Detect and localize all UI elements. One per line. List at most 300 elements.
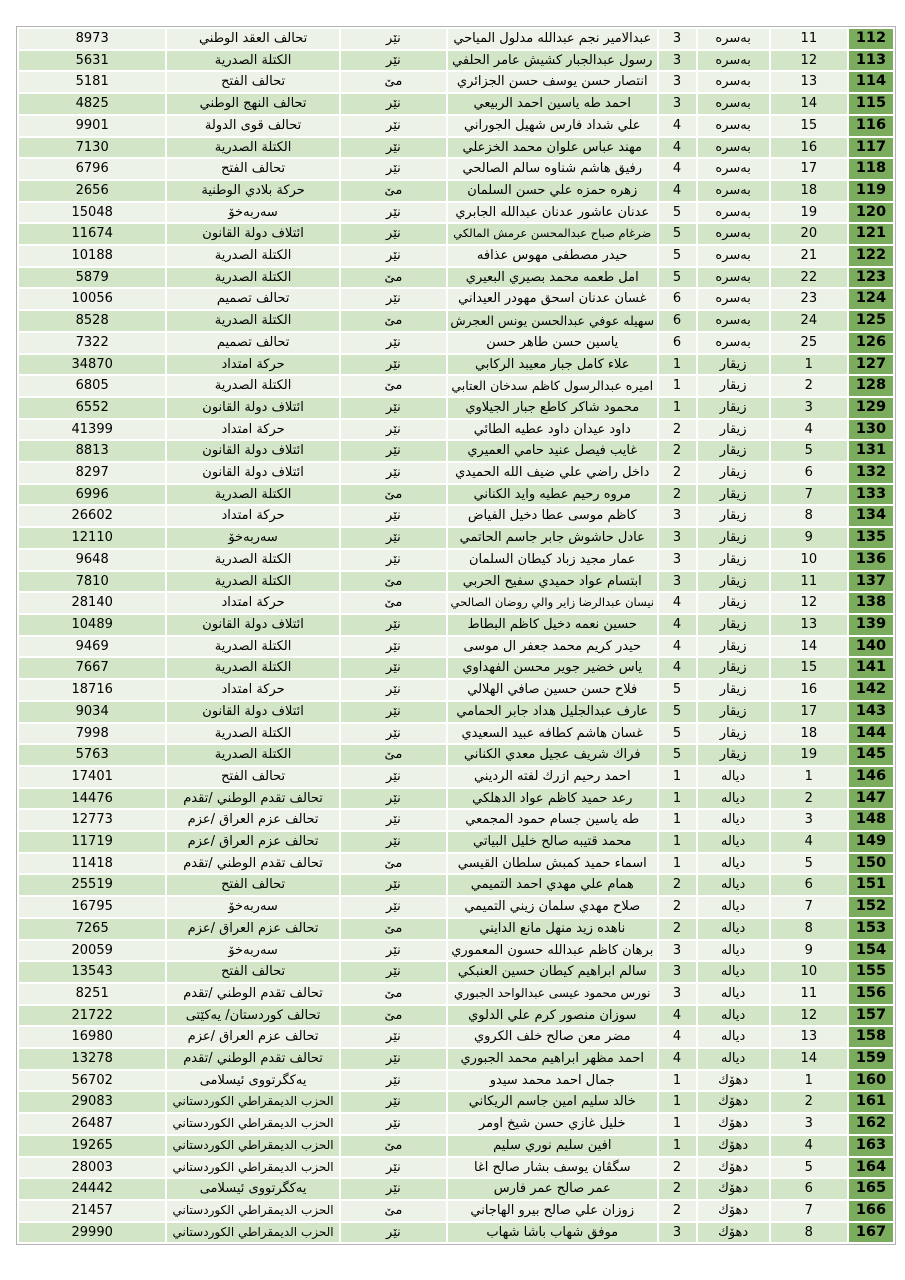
name-cell: فلاح حسن حسين صافي الهلالي (448, 680, 656, 700)
seq-cell: 15 (771, 658, 847, 678)
table-row (19, 1092, 893, 1112)
seq-cell: 14 (771, 1049, 847, 1069)
id-cell: 130 (849, 420, 893, 440)
governorate-cell: دياله (698, 984, 769, 1004)
district-cell: 5 (659, 268, 696, 288)
seq-cell: 3 (771, 398, 847, 418)
table-row (19, 1223, 893, 1243)
district-cell: 3 (659, 506, 696, 526)
party-cell: الكتلة الصدرية (167, 268, 338, 288)
id-cell: 143 (849, 702, 893, 722)
votes-cell: 20059 (19, 941, 165, 961)
votes-cell: 19265 (19, 1136, 165, 1156)
gender-cell: مێ (341, 485, 446, 505)
seq-cell: 12 (771, 51, 847, 71)
id-cell: 161 (849, 1092, 893, 1112)
id-cell: 142 (849, 680, 893, 700)
governorate-cell: دهۆك (698, 1136, 769, 1156)
party-cell: الحزب الديمقراطي الكوردستاني (167, 1158, 338, 1178)
party-cell: تحالف العقد الوطني (167, 29, 338, 49)
seq-cell: 3 (771, 810, 847, 830)
seq-cell: 6 (771, 1179, 847, 1199)
party-cell: حركة امتداد (167, 506, 338, 526)
seq-cell: 7 (771, 897, 847, 917)
name-cell: داخل راضي علي ضيف الله الحميدي (448, 463, 656, 483)
votes-cell: 11719 (19, 832, 165, 852)
seq-cell: 10 (771, 550, 847, 570)
id-cell: 141 (849, 658, 893, 678)
votes-cell: 26602 (19, 506, 165, 526)
gender-cell: نێر (341, 637, 446, 657)
table-row (19, 116, 893, 136)
table-row (19, 810, 893, 830)
name-cell: طه ياسين جسام حمود المجمعي (448, 810, 656, 830)
votes-cell: 11674 (19, 224, 165, 244)
seq-cell: 13 (771, 1027, 847, 1047)
district-cell: 1 (659, 376, 696, 396)
governorate-cell: زيقار (698, 724, 769, 744)
district-cell: 2 (659, 420, 696, 440)
governorate-cell: دياله (698, 1027, 769, 1047)
district-cell: 1 (659, 1114, 696, 1134)
id-cell: 123 (849, 268, 893, 288)
seq-cell: 12 (771, 593, 847, 613)
table-row (19, 1071, 893, 1091)
name-cell: زهره حمزه علي حسن السلمان (448, 181, 656, 201)
votes-cell: 5879 (19, 268, 165, 288)
governorate-cell: بەسرە (698, 116, 769, 136)
name-cell: نيسان عبدالرضا زاير والي روضان الصالحي (448, 593, 656, 613)
id-cell: 122 (849, 246, 893, 266)
party-cell: تحالف تقدم الوطني /تقدم (167, 984, 338, 1004)
id-cell: 151 (849, 875, 893, 895)
seq-cell: 11 (771, 29, 847, 49)
district-cell: 4 (659, 593, 696, 613)
table-row (19, 138, 893, 158)
id-cell: 149 (849, 832, 893, 852)
district-cell: 4 (659, 637, 696, 657)
party-cell: الكتلة الصدرية (167, 724, 338, 744)
party-cell: الكتلة الصدرية (167, 376, 338, 396)
district-cell: 2 (659, 485, 696, 505)
governorate-cell: زيقار (698, 376, 769, 396)
id-cell: 125 (849, 311, 893, 331)
gender-cell: نێر (341, 94, 446, 114)
table-row (19, 1179, 893, 1199)
votes-cell: 7265 (19, 919, 165, 939)
name-cell: زوزان علي صالح بيرو الهاجاني (448, 1201, 656, 1221)
gender-cell: نێر (341, 702, 446, 722)
id-cell: 157 (849, 1006, 893, 1026)
party-cell: الحزب الديمقراطي الكوردستاني (167, 1092, 338, 1112)
district-cell: 5 (659, 246, 696, 266)
district-cell: 2 (659, 1158, 696, 1178)
seq-cell: 8 (771, 506, 847, 526)
id-cell: 165 (849, 1179, 893, 1199)
seq-cell: 18 (771, 181, 847, 201)
governorate-cell: بەسرە (698, 181, 769, 201)
gender-cell: نێر (341, 246, 446, 266)
gender-cell: نێر (341, 138, 446, 158)
id-cell: 162 (849, 1114, 893, 1134)
id-cell: 140 (849, 637, 893, 657)
district-cell: 3 (659, 51, 696, 71)
district-cell: 3 (659, 94, 696, 114)
votes-cell: 6552 (19, 398, 165, 418)
table-body (19, 29, 893, 1242)
seq-cell: 8 (771, 1223, 847, 1243)
id-cell: 158 (849, 1027, 893, 1047)
seq-cell: 4 (771, 420, 847, 440)
seq-cell: 13 (771, 615, 847, 635)
governorate-cell: بەسرە (698, 224, 769, 244)
name-cell: رعد حميد كاظم عواد الدهلكي (448, 789, 656, 809)
gender-cell: نێر (341, 1071, 446, 1091)
id-cell: 147 (849, 789, 893, 809)
table-row (19, 398, 893, 418)
party-cell: الكتلة الصدرية (167, 745, 338, 765)
district-cell: 4 (659, 1027, 696, 1047)
governorate-cell: زيقار (698, 463, 769, 483)
party-cell: تحالف الفتح (167, 159, 338, 179)
table-row (19, 962, 893, 982)
gender-cell: مێ (341, 181, 446, 201)
party-cell: حركة امتداد (167, 593, 338, 613)
name-cell: رفيق هاشم شناوه سالم الصالحي (448, 159, 656, 179)
district-cell: 3 (659, 941, 696, 961)
gender-cell: نێر (341, 441, 446, 461)
name-cell: همام علي مهدي احمد التميمي (448, 875, 656, 895)
votes-cell: 9469 (19, 637, 165, 657)
governorate-cell: زيقار (698, 441, 769, 461)
district-cell: 4 (659, 658, 696, 678)
party-cell: تحالف كوردستان/ يەكێتى (167, 1006, 338, 1026)
table-row (19, 463, 893, 483)
party-cell: الكتلة الصدرية (167, 572, 338, 592)
governorate-cell: بەسرە (698, 72, 769, 92)
id-cell: 129 (849, 398, 893, 418)
district-cell: 5 (659, 224, 696, 244)
name-cell: خليل غازي حسن شيخ اومر (448, 1114, 656, 1134)
seq-cell: 23 (771, 289, 847, 309)
governorate-cell: دهۆك (698, 1223, 769, 1243)
seq-cell: 2 (771, 376, 847, 396)
seq-cell: 11 (771, 572, 847, 592)
table-row (19, 1006, 893, 1026)
gender-cell: نێر (341, 289, 446, 309)
governorate-cell: دياله (698, 854, 769, 874)
id-cell: 114 (849, 72, 893, 92)
name-cell: مهند عباس علوان محمد الخزعلي (448, 138, 656, 158)
seq-cell: 1 (771, 767, 847, 787)
seq-cell: 4 (771, 832, 847, 852)
votes-cell: 15048 (19, 203, 165, 223)
seq-cell: 10 (771, 962, 847, 982)
votes-cell: 24442 (19, 1179, 165, 1199)
votes-cell: 28140 (19, 593, 165, 613)
governorate-cell: زيقار (698, 398, 769, 418)
governorate-cell: دياله (698, 919, 769, 939)
district-cell: 5 (659, 203, 696, 223)
district-cell: 3 (659, 72, 696, 92)
party-cell: ائتلاف دولة القانون (167, 224, 338, 244)
district-cell: 4 (659, 1006, 696, 1026)
gender-cell: نێر (341, 897, 446, 917)
table-row (19, 702, 893, 722)
party-cell: الكتلة الصدرية (167, 138, 338, 158)
id-cell: 154 (849, 941, 893, 961)
seq-cell: 1 (771, 355, 847, 375)
gender-cell: نێر (341, 789, 446, 809)
name-cell: اميره عبدالرسول كاظم سدخان العتابي (448, 376, 656, 396)
votes-cell: 11418 (19, 854, 165, 874)
gender-cell: نێر (341, 1158, 446, 1178)
votes-cell: 17401 (19, 767, 165, 787)
votes-cell: 16795 (19, 897, 165, 917)
table-row (19, 789, 893, 809)
votes-cell: 21722 (19, 1006, 165, 1026)
id-cell: 132 (849, 463, 893, 483)
governorate-cell: بەسرە (698, 159, 769, 179)
table-row (19, 355, 893, 375)
governorate-cell: دهۆك (698, 1201, 769, 1221)
votes-cell: 9034 (19, 702, 165, 722)
votes-cell: 7130 (19, 138, 165, 158)
votes-cell: 7998 (19, 724, 165, 744)
votes-cell: 9901 (19, 116, 165, 136)
district-cell: 3 (659, 962, 696, 982)
seq-cell: 16 (771, 138, 847, 158)
governorate-cell: دهۆك (698, 1092, 769, 1112)
id-cell: 145 (849, 745, 893, 765)
gender-cell: مێ (341, 745, 446, 765)
district-cell: 1 (659, 1092, 696, 1112)
table-row (19, 897, 893, 917)
name-cell: علي شداد فارس شهيل الجوراني (448, 116, 656, 136)
votes-cell: 29990 (19, 1223, 165, 1243)
votes-cell: 28003 (19, 1158, 165, 1178)
seq-cell: 12 (771, 1006, 847, 1026)
votes-cell: 10056 (19, 289, 165, 309)
name-cell: عمار مجيد زباد كيطان السلمان (448, 550, 656, 570)
table-row (19, 289, 893, 309)
name-cell: حسين نعمه دخيل كاظم البطاط (448, 615, 656, 635)
name-cell: حيدر كريم محمد جعفر ال موسى (448, 637, 656, 657)
gender-cell: نێر (341, 1114, 446, 1134)
name-cell: عدنان عاشور عدنان عبدالله الجابري (448, 203, 656, 223)
party-cell: الكتلة الصدرية (167, 550, 338, 570)
table-row (19, 593, 893, 613)
gender-cell: نێر (341, 724, 446, 744)
id-cell: 128 (849, 376, 893, 396)
governorate-cell: زيقار (698, 637, 769, 657)
governorate-cell: زيقار (698, 355, 769, 375)
seq-cell: 5 (771, 441, 847, 461)
table-row (19, 1114, 893, 1134)
gender-cell: مێ (341, 919, 446, 939)
id-cell: 166 (849, 1201, 893, 1221)
governorate-cell: زيقار (698, 745, 769, 765)
name-cell: صلاح مهدي سلمان زيني التميمي (448, 897, 656, 917)
district-cell: 2 (659, 897, 696, 917)
seq-cell: 25 (771, 333, 847, 353)
party-cell: يەكگرتووى ئيسلامى (167, 1179, 338, 1199)
name-cell: برهان كاظم عبدالله حسون المعموري (448, 941, 656, 961)
table-row (19, 767, 893, 787)
district-cell: 2 (659, 463, 696, 483)
party-cell: الكتلة الصدرية (167, 311, 338, 331)
district-cell: 5 (659, 724, 696, 744)
table-row (19, 1201, 893, 1221)
id-cell: 136 (849, 550, 893, 570)
gender-cell: نێر (341, 658, 446, 678)
table-row (19, 658, 893, 678)
gender-cell: نێر (341, 1027, 446, 1047)
party-cell: حركة امتداد (167, 355, 338, 375)
gender-cell: نێر (341, 528, 446, 548)
governorate-cell: بەسرە (698, 246, 769, 266)
table-row (19, 745, 893, 765)
gender-cell: مێ (341, 572, 446, 592)
id-cell: 121 (849, 224, 893, 244)
party-cell: تحالف عزم العراق /عزم (167, 810, 338, 830)
table-row (19, 181, 893, 201)
gender-cell: مێ (341, 268, 446, 288)
votes-cell: 16980 (19, 1027, 165, 1047)
party-cell: تحالف الفتح (167, 962, 338, 982)
votes-cell: 13278 (19, 1049, 165, 1069)
seq-cell: 18 (771, 724, 847, 744)
gender-cell: نێر (341, 224, 446, 244)
party-cell: تحالف عزم العراق /عزم (167, 919, 338, 939)
district-cell: 6 (659, 311, 696, 331)
district-cell: 4 (659, 615, 696, 635)
votes-cell: 8251 (19, 984, 165, 1004)
name-cell: غسان هاشم كطافه عبيد السعيدي (448, 724, 656, 744)
district-cell: 5 (659, 702, 696, 722)
party-cell: سەربەخۆ (167, 941, 338, 961)
table-row (19, 637, 893, 657)
party-cell: تحالف تصميم (167, 333, 338, 353)
seq-cell: 19 (771, 203, 847, 223)
votes-cell: 14476 (19, 789, 165, 809)
governorate-cell: زيقار (698, 615, 769, 635)
table-row (19, 29, 893, 49)
id-cell: 163 (849, 1136, 893, 1156)
governorate-cell: بەسرە (698, 268, 769, 288)
votes-cell: 7667 (19, 658, 165, 678)
district-cell: 1 (659, 398, 696, 418)
name-cell: مروه رحيم عطيه وايد الكناني (448, 485, 656, 505)
district-cell: 1 (659, 767, 696, 787)
district-cell: 4 (659, 159, 696, 179)
party-cell: تحالف عزم العراق /عزم (167, 832, 338, 852)
name-cell: ناهده زيد منهل مانع الدايني (448, 919, 656, 939)
seq-cell: 14 (771, 94, 847, 114)
id-cell: 146 (849, 767, 893, 787)
name-cell: مضر معن صالح خلف الكروي (448, 1027, 656, 1047)
seq-cell: 3 (771, 1114, 847, 1134)
name-cell: افين سليم نوري سليم (448, 1136, 656, 1156)
party-cell: تحالف الفتح (167, 767, 338, 787)
id-cell: 117 (849, 138, 893, 158)
votes-cell: 12773 (19, 810, 165, 830)
votes-cell: 10188 (19, 246, 165, 266)
gender-cell: نێر (341, 398, 446, 418)
district-cell: 1 (659, 832, 696, 852)
party-cell: تحالف تصميم (167, 289, 338, 309)
id-cell: 150 (849, 854, 893, 874)
seq-cell: 8 (771, 919, 847, 939)
party-cell: حركة امتداد (167, 680, 338, 700)
votes-cell: 21457 (19, 1201, 165, 1221)
seq-cell: 19 (771, 745, 847, 765)
name-cell: نورس محمود عيسى عبدالواحد الجبوري (448, 984, 656, 1004)
seq-cell: 9 (771, 528, 847, 548)
district-cell: 1 (659, 1136, 696, 1156)
name-cell: ضرغام صباح عبدالمحسن عرمش المالكي (448, 224, 656, 244)
name-cell: ابتسام عواد حميدي سفيح الحربي (448, 572, 656, 592)
district-cell: 1 (659, 355, 696, 375)
table-row (19, 1158, 893, 1178)
table-row (19, 528, 893, 548)
votes-cell: 7322 (19, 333, 165, 353)
governorate-cell: زيقار (698, 658, 769, 678)
party-cell: الكتلة الصدرية (167, 51, 338, 71)
table-row (19, 615, 893, 635)
party-cell: الكتلة الصدرية (167, 658, 338, 678)
votes-cell: 5181 (19, 72, 165, 92)
governorate-cell: دياله (698, 810, 769, 830)
results-table-container (17, 27, 895, 1244)
table-row (19, 94, 893, 114)
id-cell: 156 (849, 984, 893, 1004)
table-row (19, 680, 893, 700)
party-cell: سەربەخۆ (167, 528, 338, 548)
governorate-cell: دياله (698, 1049, 769, 1069)
party-cell: الحزب الديمقراطي الكوردستاني (167, 1114, 338, 1134)
id-cell: 133 (849, 485, 893, 505)
gender-cell: نێر (341, 506, 446, 526)
governorate-cell: زيقار (698, 506, 769, 526)
table-row (19, 941, 893, 961)
governorate-cell: بەسرە (698, 94, 769, 114)
name-cell: فراك شريف عجيل معدي الكناني (448, 745, 656, 765)
district-cell: 3 (659, 550, 696, 570)
name-cell: احمد مظهر ابراهيم محمد الجبوري (448, 1049, 656, 1069)
name-cell: علاء كامل جبار معيبد الركابي (448, 355, 656, 375)
governorate-cell: زيقار (698, 680, 769, 700)
table-row (19, 984, 893, 1004)
gender-cell: نێر (341, 355, 446, 375)
id-cell: 120 (849, 203, 893, 223)
candidates-results-table (17, 27, 895, 1244)
district-cell: 3 (659, 29, 696, 49)
governorate-cell: بەسرە (698, 311, 769, 331)
id-cell: 131 (849, 441, 893, 461)
votes-cell: 9648 (19, 550, 165, 570)
name-cell: داود عيدان داود عطيه الطائي (448, 420, 656, 440)
gender-cell: نێر (341, 29, 446, 49)
party-cell: حركة بلادي الوطنية (167, 181, 338, 201)
district-cell: 2 (659, 1201, 696, 1221)
name-cell: رسول عبدالجبار كشيش عامر الحلفي (448, 51, 656, 71)
id-cell: 113 (849, 51, 893, 71)
gender-cell: نێر (341, 333, 446, 353)
gender-cell: نێر (341, 680, 446, 700)
district-cell: 2 (659, 919, 696, 939)
gender-cell: نێر (341, 1049, 446, 1069)
